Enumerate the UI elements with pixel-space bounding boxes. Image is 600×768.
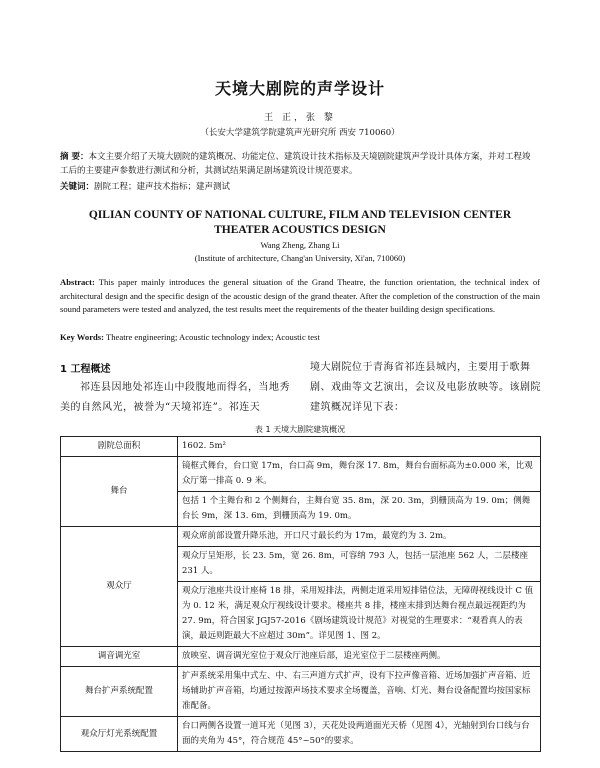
- table-cell: 包括 1 个主舞台和 2 个侧舞台，主舞台宽 35. 8m，深 20. 3m，到栅顶高为 19. 0m；侧舞台长 9m，深 13. 6m，到栅顶高为 19. 0m。: [178, 492, 541, 527]
- table-cell: 1602. 5m²: [178, 437, 541, 457]
- table-category: 调音调光室: [61, 647, 178, 667]
- keywords-en-text: Theatre engineering; Acoustic technology index; Acoustic test: [106, 332, 320, 342]
- abstract-zh-label: 摘 要：: [60, 152, 89, 162]
- table-category: 观众厅灯光系统配置: [61, 717, 178, 752]
- table-row: [61, 717, 541, 752]
- english-title-line-2: THEATER ACOUSTICS DESIGN: [214, 224, 386, 236]
- table-caption: 表 1 天境大剧院建筑概况: [254, 425, 346, 434]
- keywords-zh: [60, 180, 538, 194]
- table-cell: 观众席前部设置升降乐池，开口尺寸最长约为 17m，最宽约为 3. 2m。: [178, 527, 541, 547]
- affiliation: （长安大学建筑学院建筑声光研究所 西安 710060）: [200, 128, 400, 138]
- table-cell: 扩声系统采用集中式左、中、右三声道方式扩声，设有下拉声像音箱、近场加强扩声音箱、近场辅助扩声音箱，均通过按源声场技术要求全场覆盖，音响、灯光、舞台设备配置均按国家标准配备。: [178, 667, 541, 717]
- english-title: [40, 208, 560, 238]
- authors: 王 正，张 黎: [264, 113, 336, 123]
- section-1-right-column: 境大剧院位于青海省祁连县城内，主要用于歌舞剧、戏曲等文艺演出，会议及电影放映等。该剧院建筑概况详见下表：: [310, 362, 541, 413]
- abstract-zh-text: 本文主要介绍了天境大剧院的建筑概况、功能定位、建筑设计技术指标及天境剧院建筑声学设计具体方案，并对工程竣工后的主要建声参数进行测试和分析，其测试结果满足剧场建筑设计规范要求。: [60, 152, 531, 176]
- section-1-heading: 1 工程概述: [60, 364, 111, 375]
- table-category: 剧院总面积: [61, 437, 178, 457]
- keywords-en-label: Key Words:: [60, 332, 105, 342]
- table-category: 舞台: [61, 457, 178, 527]
- english-title-line-1: QILIAN COUNTY OF NATIONAL CULTURE, FILM AND TELEVISION CENTER: [88, 209, 512, 221]
- keywords-zh-text: 剧院工程；建声技术指标；建声测试: [94, 182, 231, 192]
- table-row: [61, 647, 541, 667]
- table-row: [61, 527, 541, 547]
- table-cell: 观众厅池座共设计座椅 18 排，采用短排法，两侧走道采用短排错位法，无障碍视线设计 C 值为 0. 12 米，满足观众厅视线设计要求。楼座共 8 排，楼座末排到达舞台视点最远视距约为 27. 9m，符合国家 JGJ57-2016《剧场建筑设计规范》对视觉的生理要求：“观看真人的表演，最远则距最大不应超过 30m”。详见图 1、图 2。: [178, 582, 541, 647]
- keywords-en: [60, 331, 540, 344]
- abstract-en-text: This paper mainly introduces the general situation of the Grand Theatre, the function orientation, the technical index of architectural design and the specific design of the acoustic design of the grand theater. After the completion of the construction of the main sound parameters were tested and analyzed, the test results meet the requirements of the theater building design specifications.: [60, 277, 540, 314]
- abstract-zh: [60, 150, 538, 178]
- table-cell: 观众厅呈矩形，长 23. 5m，宽 26. 8m，可容纳 793 人，包括一层池座 562 人，二层楼座 231 人。: [178, 547, 541, 582]
- table-category: 观众厅: [61, 527, 178, 647]
- english-affiliation: (Institute of architecture, Chang'an University, Xi'an, 710060): [194, 253, 406, 263]
- table-row: [61, 437, 541, 457]
- abstract-en: [60, 276, 540, 317]
- table-row: [61, 457, 541, 492]
- keywords-zh-label: 关键词：: [60, 182, 95, 192]
- table-category: 舞台扩声系统配置: [61, 667, 178, 717]
- english-authors: Wang Zheng, Zhang Li: [260, 240, 340, 250]
- overview-table: [60, 436, 541, 752]
- table-row: [61, 667, 541, 717]
- paper-title: 天境大剧院的声学设计: [214, 79, 385, 98]
- table-cell: 台口两侧各设置一道耳光（见图 3），天花处设两道面光天桥（见图 4），光轴射到台口线与台面的夹角为 45°，符合规范 45°~50°的要求。: [178, 717, 541, 752]
- table-cell: 放映室、调音调光室位于观众厅池座后部，追光室位于二层楼座两侧。: [178, 647, 541, 667]
- table-cell: 镜框式舞台，台口宽 17m，台口高 9m，舞台深 17. 8m，舞台台面标高为±0.000 米，比观众厅第一排高 0. 9 米。: [178, 457, 541, 492]
- section-1-left-column: 祁连县因地处祁连山中段腹地而得名，当地秀美的自然风光，被誉为“天境祁连”。祁连天: [60, 382, 290, 413]
- abstract-en-label: Abstract:: [60, 277, 95, 287]
